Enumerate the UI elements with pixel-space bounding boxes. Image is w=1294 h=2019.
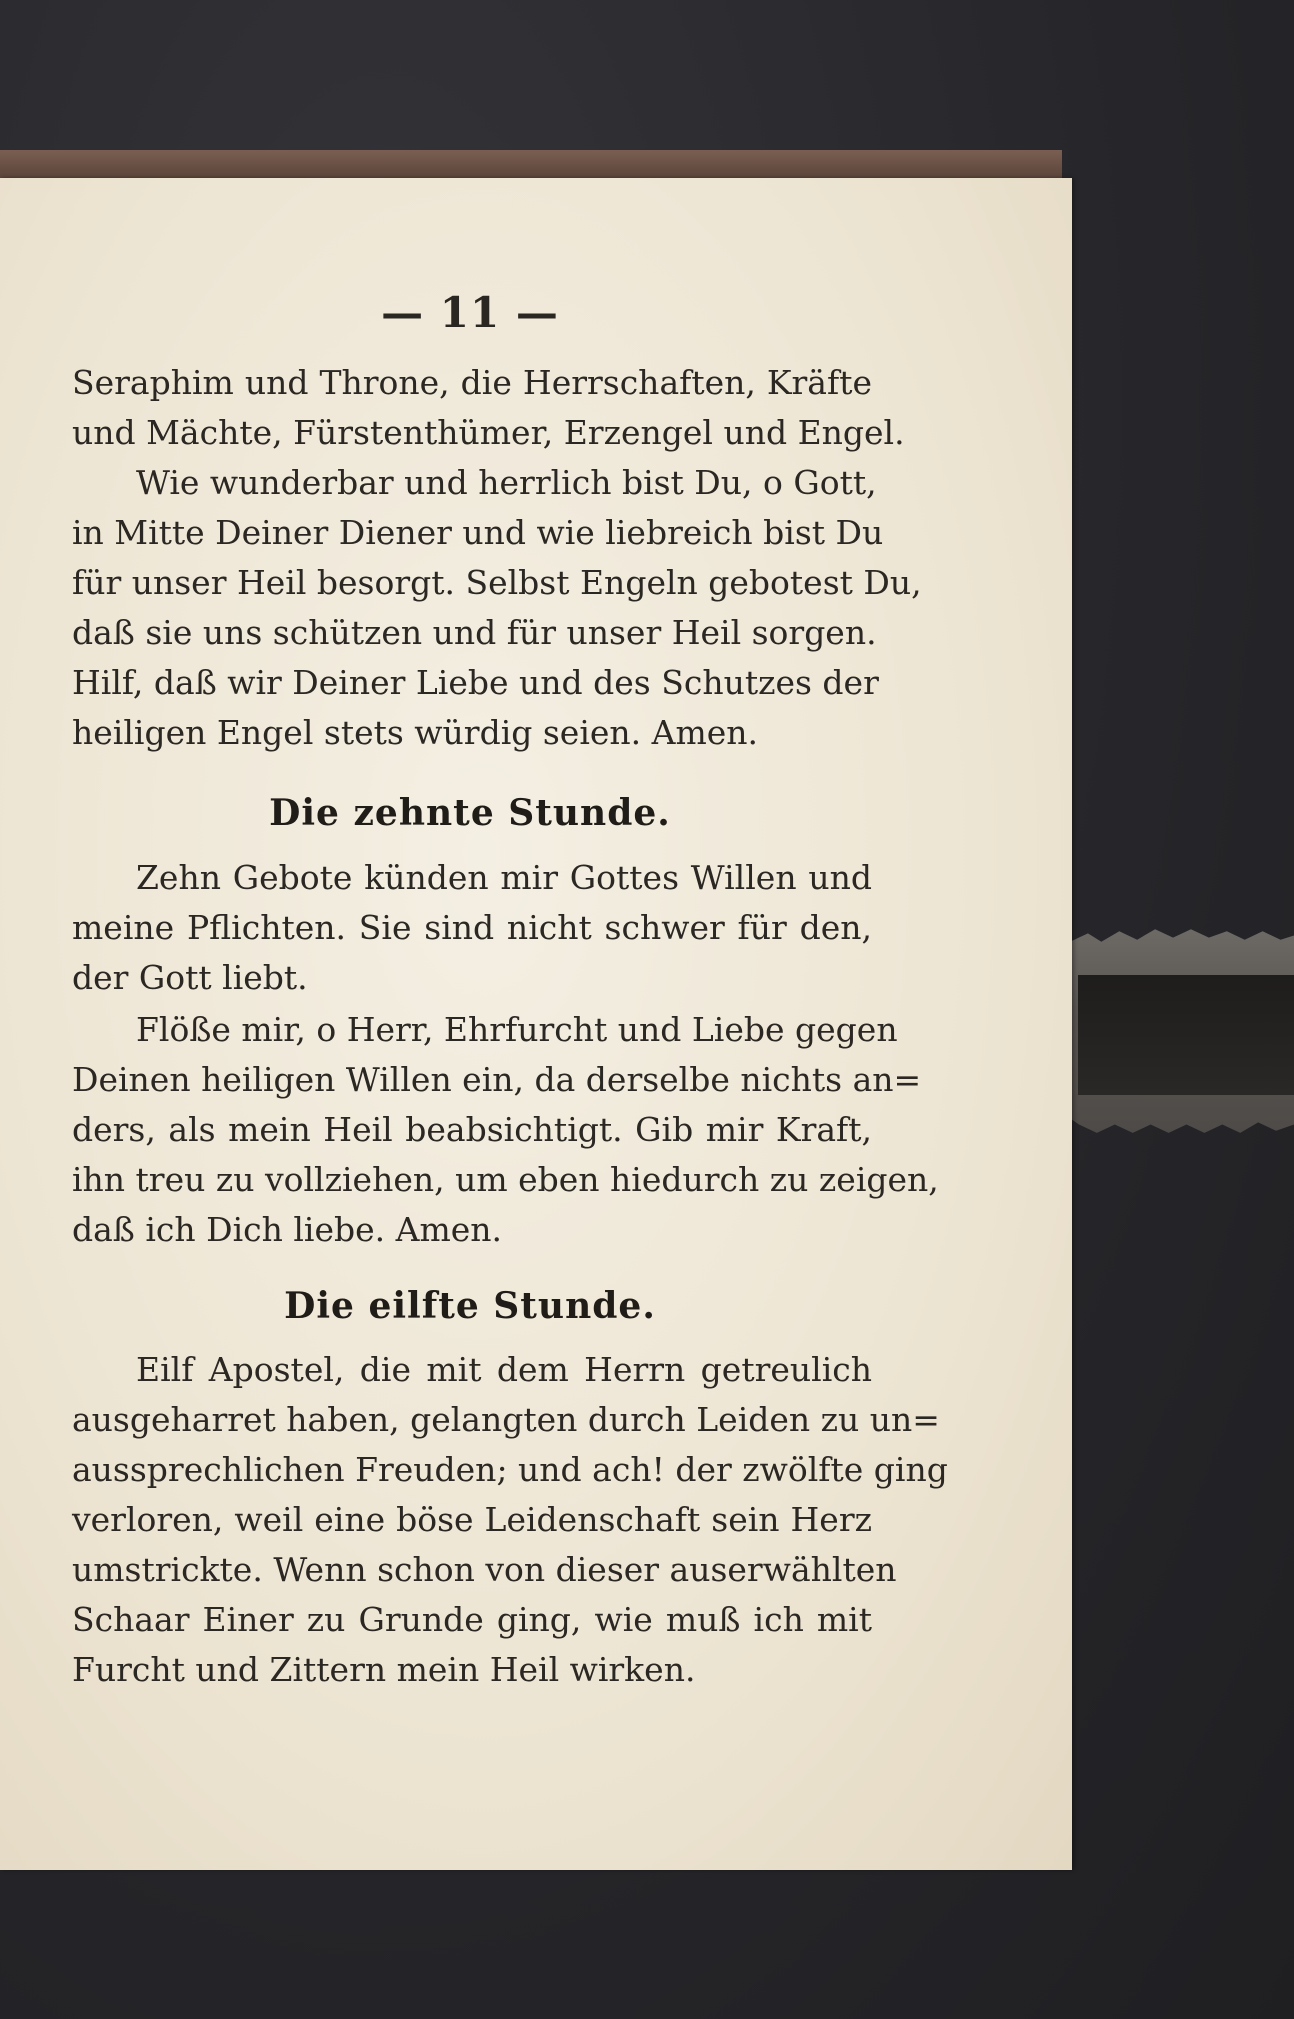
text-line: und Mächte, Fürstenthümer, Erzengel und Engel.: [72, 413, 905, 452]
text-line: aussprechlichen Freuden; und ach! der zwölfte ging: [72, 1450, 948, 1489]
text-line: meine Pflichten. Sie sind nicht schwer für den,: [72, 908, 872, 947]
text-line: verloren, weil eine böse Leidenschaft sein Herz: [72, 1500, 872, 1539]
text-line: umstrickte. Wenn schon von dieser auserwählten: [72, 1550, 897, 1589]
text-line: für unser Heil besorgt. Selbst Engeln gebotest Du,: [72, 563, 922, 602]
text-line: in Mitte Deiner Diener und wie liebreich bist Du: [72, 513, 884, 552]
book-cover-edge: [0, 150, 1062, 180]
text-line: Hilf, daß wir Deiner Liebe und des Schutzes der: [72, 663, 879, 702]
text-line: daß sie uns schützen und für unser Heil sorgen.: [72, 613, 877, 652]
text-line: Seraphim und Throne, die Herrschaften, Kräfte: [72, 363, 872, 402]
text-line: ders, als mein Heil beabsichtigt. Gib mir Kraft,: [72, 1110, 872, 1149]
text-line: ihn treu zu vollziehen, um eben hiedurch zu zeigen,: [72, 1160, 939, 1199]
text-line: der Gott liebt.: [72, 958, 308, 997]
text-line: Furcht und Zittern mein Heil wirken.: [72, 1650, 696, 1689]
text-line: Deinen heiligen Willen ein, da derselbe nichts an=: [72, 1060, 922, 1099]
text-line: heiligen Engel stets würdig seien. Amen.: [72, 713, 759, 752]
text-line: ausgeharret haben, gelangten durch Leiden zu un=: [72, 1400, 940, 1439]
section-heading-eleventh-hour: Die eilfte Stunde.: [284, 1285, 656, 1327]
page-number: — 11 —: [381, 288, 559, 337]
metal-clasp-shadow: [1078, 975, 1294, 1095]
section-heading-tenth-hour: Die zehnte Stunde.: [269, 792, 671, 834]
text-line: daß ich Dich liebe. Amen.: [72, 1210, 503, 1249]
text-line: Eilf Apostel, die mit dem Herrn getreulich: [136, 1350, 872, 1389]
text-line: Flöße mir, o Herr, Ehrfurcht und Liebe gegen: [136, 1010, 898, 1049]
text-line: Wie wunderbar und herrlich bist Du, o Gott,: [136, 463, 877, 502]
text-line: Zehn Gebote künden mir Gottes Willen und: [136, 858, 872, 897]
text-line: Schaar Einer zu Grunde ging, wie muß ich mit: [72, 1600, 872, 1639]
